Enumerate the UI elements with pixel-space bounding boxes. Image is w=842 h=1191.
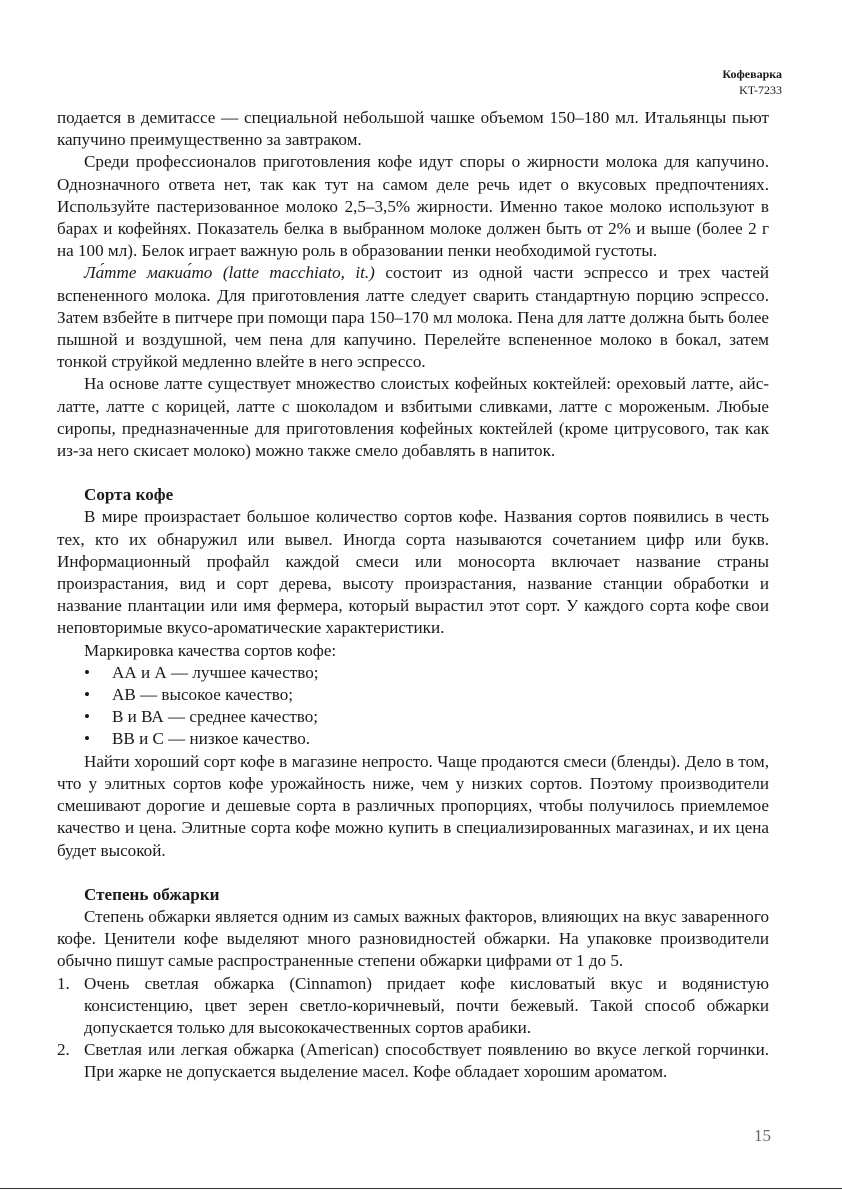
list-number: 1. — [57, 973, 70, 993]
latte-macchiato-term: Ла́тте макиа́то (latte macchiato, it.) — [84, 263, 375, 283]
page-number: 15 — [754, 1126, 771, 1145]
list-item-text: ВВ и С — низкое качество. — [112, 729, 311, 749]
bottom-edge-rule — [0, 1188, 842, 1189]
section-heading-roast: Степень обжарки — [84, 884, 220, 904]
paragraph: Среди профессионалов приготовления кофе идут споры о жирности молока для капучино. Однозначного ответа нет, так как тут на самом деле речь идет о вкусовых предпочтениях. Используйте пастеризованное молоко 2,5–3,5% жирности. Именно такое молоко используют в барах и кофейнях. Показатель белка в выбранном молоке должен быть от 2% и выше (более 2 г на 100 мл). Белок играет важную роль в образовании пенки необходимой густоты. — [57, 152, 769, 261]
list-item-text: Светлая или легкая обжарка (American) способствует появлению во вкусе легкой горчинки. При жарке не допускается выделение масел. Кофе обладает хорошим ароматом. — [84, 1040, 769, 1082]
section-heading-varieties: Сорта кофе — [84, 485, 174, 505]
paragraph: Степень обжарки является одним из самых важных факторов, влияющих на вкус заваренного кофе. Ценители кофе выделяют много разновидностей обжарки. На упаковке производители обычно пишут самые распространенные степени обжарки цифрами от 1 до 5. — [57, 906, 769, 971]
header-product-name: Кофеварка — [722, 67, 782, 81]
paragraph — [57, 262, 769, 373]
list-item-text: Очень светлая обжарка (Cinnamon) придает кофе кисловатый вкус и водянистую консистенцию, цвет зерен светло-коричневый, почти бежевый. Такой способ обжарки допускается только для высококачественных сортов арабики. — [84, 973, 769, 1037]
bullet-icon: • — [84, 685, 90, 705]
bullet-icon: • — [84, 662, 90, 682]
list-item-text: АВ — высокое качество; — [112, 685, 293, 705]
header-model-number: KT-7233 — [739, 83, 782, 97]
bullet-icon: • — [84, 729, 90, 749]
list-item — [57, 684, 769, 706]
bullet-icon: • — [84, 707, 90, 727]
roast-levels-list — [57, 973, 769, 1084]
list-item — [57, 662, 769, 684]
list-item — [57, 728, 769, 750]
paragraph: подается в демитассе — специальной небольшой чашке объемом 150–180 мл. Итальянцы пьют капучино преимущественно за завтраком. — [57, 108, 769, 150]
paragraph: Найти хороший сорт кофе в магазине непросто. Чаще продаются смеси (бленды). Дело в том, что у элитных сортов кофе урожайность ниже, чем у низких сортов. Поэтому производители смешивают дорогие и дешевые сорта в различных пропорциях, чтобы получилось приемлемое качество и цена. Элитные сорта кофе можно купить в специализированных магазинах, и их цена будет высокой. — [57, 751, 769, 860]
paragraph: Маркировка качества сортов кофе: — [84, 640, 337, 660]
paragraph-text: состоит из одной части эспрессо и трех частей вспененного молока. Для приготовления латте следует сварить стандартную порцию эспрессо. Затем взбейте в питчере при помощи пара 150–170 мл молока. Пена для латте должна быть более пышной и воздушной, чем пена для капучино. Перелейте вспененное молоко в бокал, затем тонкой струйкой медленно влейте в него эспрессо. — [57, 263, 769, 372]
list-item — [57, 973, 769, 1040]
list-item-text: АА и А — лучшее качество; — [112, 662, 319, 682]
paragraph: На основе латте существует множество слоистых кофейных коктейлей: ореховый латте, айс-латте, латте с корицей, латте с шоколадом и взбитыми сливками, латте с мороженым. Любые сиропы, предназначенные для приготовления кофейных коктейлей (кроме цитрусового, так как из-за него скисает молоко) можно также смело добавлять в напиток. — [57, 374, 769, 461]
list-item-text: В и ВА — среднее качество; — [112, 707, 319, 727]
list-item — [57, 706, 769, 728]
list-item — [57, 1039, 769, 1083]
body-text — [57, 107, 769, 1084]
quality-grades-list — [57, 662, 769, 751]
running-header — [722, 66, 782, 98]
list-number: 2. — [57, 1040, 70, 1060]
paragraph: В мире произрастает большое количество сортов кофе. Названия сортов появились в честь тех, кто их обнаружил или вывел. Иногда сорта называются сочетанием цифр или букв. Информационный профайл каждой смеси или моносорта включает название страны произрастания, вид и сорт дерева, высоту произрастания, название станции обработки и название плантации или имя фермера, который вырастил этот сорт. У каждого сорта кофе свои неповторимые вкусо-ароматические характеристики. — [57, 507, 769, 638]
